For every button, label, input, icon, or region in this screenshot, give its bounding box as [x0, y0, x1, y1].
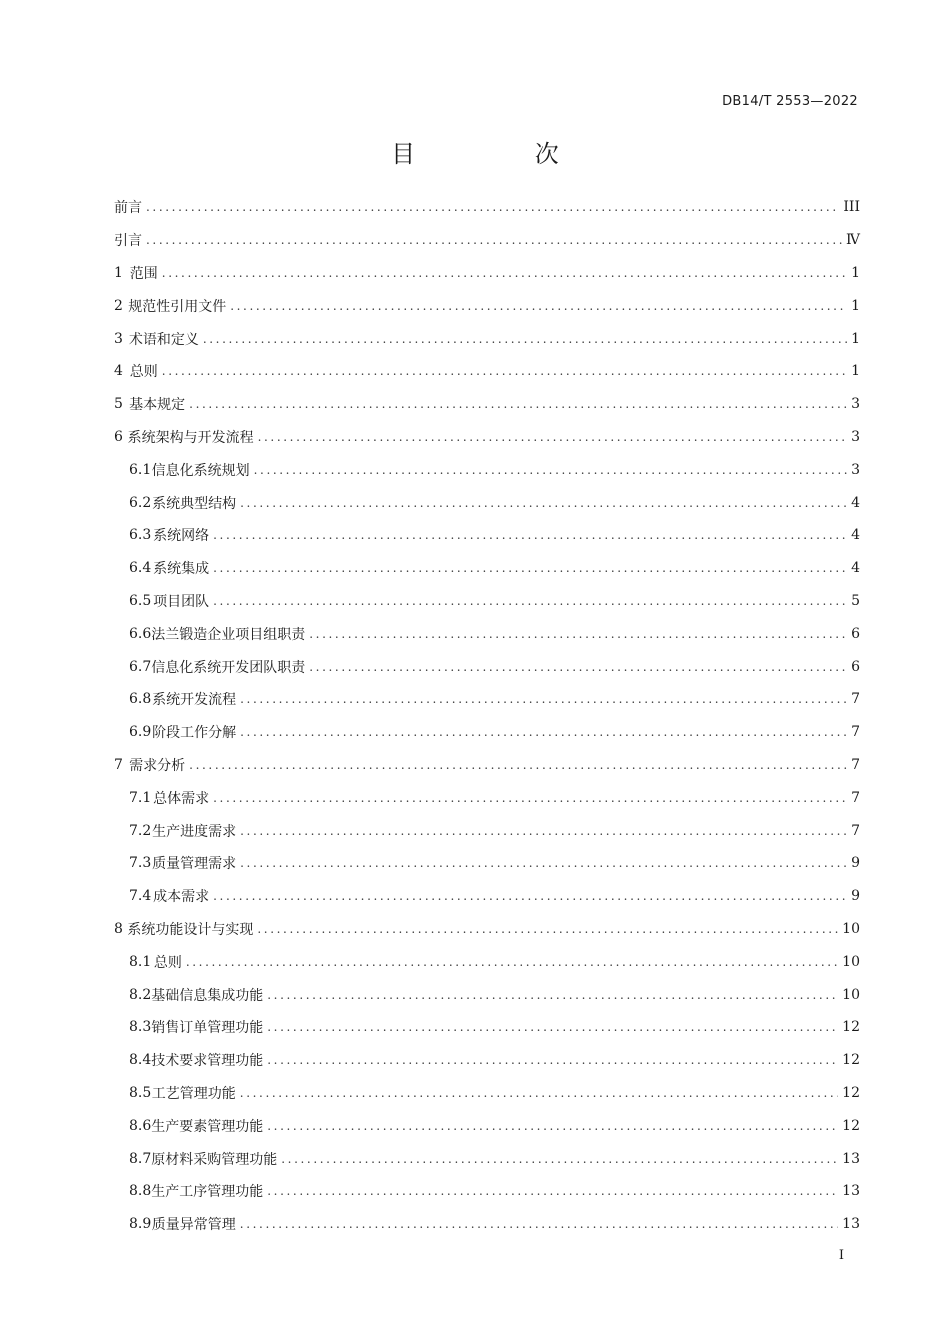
toc-entry-number: 6.9 — [129, 724, 152, 741]
toc-entry-number: 1 — [114, 264, 123, 281]
toc-entry-number: 5 — [114, 396, 123, 413]
toc-entry[interactable] — [114, 1175, 860, 1208]
toc-entry[interactable] — [114, 552, 860, 585]
toc-entry-label: 项目团队 — [153, 593, 210, 610]
toc-entry-label: 基础信息集成功能 — [151, 987, 264, 1004]
toc-entry-number: 8.6 — [129, 1117, 152, 1134]
toc-entry-page: 13 — [842, 1183, 860, 1200]
toc-entry[interactable] — [114, 486, 860, 519]
toc-leader-dots — [189, 758, 847, 772]
toc-leader-dots — [240, 1086, 838, 1100]
toc-entry-page: 12 — [842, 1084, 860, 1101]
toc-entry[interactable] — [114, 683, 860, 716]
toc-entry-number: 7.1 — [129, 789, 152, 806]
toc-entry-label: 信息化系统开发团队职责 — [151, 659, 306, 676]
toc-leader-dots — [257, 922, 838, 936]
toc-entry-number: 8.9 — [129, 1216, 152, 1233]
toc-leader-dots — [213, 561, 847, 575]
toc-entry[interactable] — [114, 650, 860, 683]
toc-entry-page: 10 — [842, 953, 860, 970]
toc-entry-label: 总则 — [129, 364, 158, 381]
toc-entry-page: 3 — [851, 461, 860, 478]
toc-entry-page: 12 — [842, 1117, 860, 1134]
toc-entry-number: 8 — [114, 920, 123, 937]
toc-entry-label: 成本需求 — [153, 889, 210, 906]
toc-entry-label: 总体需求 — [153, 790, 210, 807]
toc-entry-page: 13 — [842, 1150, 860, 1167]
toc-entry[interactable] — [114, 1011, 860, 1044]
toc-entry-label: 阶段工作分解 — [152, 725, 237, 742]
toc-entry-number: 8.1 — [129, 953, 152, 970]
toc-entry[interactable] — [114, 289, 860, 322]
toc-entry-number: 6.6 — [129, 625, 152, 642]
toc-entry-page: 6 — [851, 625, 860, 642]
toc-entry[interactable] — [114, 1077, 860, 1110]
toc-entry-label: 规范性引用文件 — [128, 298, 227, 315]
toc-entry-number: 8.2 — [129, 986, 152, 1003]
toc-entry-page: 7 — [851, 822, 860, 839]
toc-entry-number: 8.5 — [129, 1084, 152, 1101]
toc-leader-dots — [309, 660, 847, 674]
toc-entry-number: 8.4 — [129, 1052, 152, 1069]
toc-entry-number: 6.7 — [129, 658, 152, 675]
toc-entry-page: 3 — [851, 396, 860, 413]
toc-title: 目 次 — [391, 140, 615, 168]
toc-entry[interactable] — [114, 585, 860, 618]
toc-entry-number: 6.2 — [129, 494, 152, 511]
toc-entry-label: 总则 — [153, 954, 182, 971]
toc-entry[interactable] — [114, 847, 860, 880]
toc-entry-label: 术语和定义 — [128, 331, 199, 348]
toc-leader-dots — [162, 364, 847, 378]
toc-entry-page: 1 — [851, 363, 860, 380]
toc-entry-label: 质量异常管理 — [151, 1217, 236, 1234]
toc-leader-dots — [267, 1053, 838, 1067]
toc-entry-page: 10 — [842, 986, 860, 1003]
toc-entry[interactable] — [114, 913, 860, 946]
toc-entry[interactable] — [114, 1044, 860, 1077]
toc-entry-number: 7.3 — [129, 855, 152, 872]
toc-leader-dots — [240, 1217, 838, 1231]
toc-entry-page: 7 — [851, 756, 860, 773]
toc-entry[interactable] — [114, 978, 860, 1011]
toc-leader-dots — [203, 332, 847, 346]
document-code: DB14/T 2553—2022 — [722, 94, 858, 109]
toc-leader-dots — [281, 1152, 838, 1166]
toc-entry[interactable] — [114, 1208, 860, 1241]
toc-entry-page: 13 — [842, 1216, 860, 1233]
toc-entry-page: 7 — [851, 724, 860, 741]
toc-entry-page: 9 — [851, 855, 860, 872]
toc-entry[interactable] — [114, 1109, 860, 1142]
toc-entry-label: 质量管理需求 — [152, 856, 237, 873]
toc-entry-number: 8.7 — [129, 1150, 152, 1167]
toc-entry[interactable] — [114, 617, 860, 650]
toc-entry-number: 3 — [114, 330, 123, 347]
toc-entry-label: 需求分析 — [129, 757, 186, 774]
toc-entry-page: 3 — [851, 428, 860, 445]
toc-leader-dots — [240, 496, 847, 510]
toc-entry-label: 系统功能设计与实现 — [127, 921, 254, 938]
toc-leader-dots — [254, 463, 847, 477]
toc-leader-dots — [240, 692, 847, 706]
toc-entry-page: Ⅳ — [846, 232, 860, 249]
toc-entry-page: 4 — [851, 560, 860, 577]
toc-entry-label: 信息化系统规划 — [151, 462, 250, 479]
toc-leader-dots — [230, 299, 847, 313]
toc-leader-dots — [213, 889, 847, 903]
toc-entry-label: 原材料采购管理功能 — [151, 1151, 278, 1168]
toc-entry[interactable] — [114, 814, 860, 847]
toc-entry[interactable] — [114, 257, 860, 290]
toc-entry-label: 生产进度需求 — [152, 823, 237, 840]
toc-leader-dots — [213, 791, 847, 805]
toc-entry[interactable] — [114, 519, 860, 552]
toc-leader-dots — [213, 528, 847, 542]
toc-entry-label: 基本规定 — [129, 397, 186, 414]
toc-entry-page: 4 — [851, 494, 860, 511]
toc-entry[interactable] — [114, 749, 860, 782]
toc-entry-page: 4 — [851, 527, 860, 544]
toc-entry[interactable] — [114, 1142, 860, 1175]
toc-entry-label: 销售订单管理功能 — [151, 1020, 264, 1037]
toc-entry-number: 6.4 — [129, 560, 152, 577]
toc-entry[interactable] — [114, 716, 860, 749]
toc-entry-label: 系统开发流程 — [152, 692, 237, 709]
toc-entry-page: 12 — [842, 1019, 860, 1036]
toc-entry-label: 系统集成 — [153, 561, 210, 578]
toc-entry[interactable] — [114, 191, 860, 224]
toc-entry-number: 7.2 — [129, 822, 152, 839]
toc-leader-dots — [240, 856, 847, 870]
toc-entry-page: III — [843, 199, 860, 216]
toc-entry-page: 5 — [851, 592, 860, 609]
toc-leader-dots — [267, 1020, 838, 1034]
toc-entry-page: 1 — [851, 330, 860, 347]
table-of-contents — [114, 191, 860, 1241]
toc-entry[interactable] — [114, 781, 860, 814]
toc-entry-number: 8.3 — [129, 1019, 152, 1036]
toc-entry[interactable] — [114, 945, 860, 978]
toc-entry-label: 引言 — [114, 233, 142, 250]
toc-entry-label: 工艺管理功能 — [151, 1085, 236, 1102]
toc-entry-label: 系统典型结构 — [152, 495, 237, 512]
toc-leader-dots — [213, 594, 847, 608]
toc-entry-number: 2 — [114, 297, 123, 314]
toc-entry-label: 法兰锻造企业项目组职责 — [151, 626, 306, 643]
toc-leader-dots — [267, 1119, 838, 1133]
toc-entry-number: 6.5 — [129, 592, 152, 609]
toc-entry-page: 6 — [851, 658, 860, 675]
toc-entry-page: 9 — [851, 888, 860, 905]
toc-entry-number: 6.3 — [129, 527, 152, 544]
toc-entry-label: 前言 — [114, 200, 142, 217]
toc-leader-dots — [146, 233, 842, 247]
toc-entry-page: 7 — [851, 789, 860, 806]
toc-leader-dots — [240, 824, 847, 838]
toc-leader-dots — [240, 725, 847, 739]
toc-entry-label: 范围 — [129, 265, 158, 282]
toc-leader-dots — [267, 988, 838, 1002]
toc-entry[interactable] — [114, 880, 860, 913]
toc-entry-page: 10 — [842, 920, 860, 937]
toc-entry-number: 6.8 — [129, 691, 152, 708]
toc-leader-dots — [186, 955, 838, 969]
toc-entry-number: 4 — [114, 363, 123, 380]
toc-entry[interactable] — [114, 322, 860, 355]
toc-entry-label: 系统架构与开发流程 — [127, 429, 254, 446]
toc-entry-number: 6.1 — [129, 461, 152, 478]
toc-leader-dots — [309, 627, 847, 641]
toc-entry[interactable] — [114, 224, 860, 257]
toc-entry[interactable] — [114, 453, 860, 486]
toc-entry-label: 技术要求管理功能 — [151, 1053, 264, 1070]
toc-leader-dots — [146, 200, 839, 214]
toc-leader-dots — [189, 397, 847, 411]
toc-entry-number: 6 — [114, 428, 123, 445]
toc-entry-label: 生产要素管理功能 — [151, 1118, 264, 1135]
toc-entry-page: 7 — [851, 691, 860, 708]
toc-leader-dots — [162, 266, 847, 280]
toc-entry-page: 1 — [851, 264, 860, 281]
toc-entry-page: 12 — [842, 1052, 860, 1069]
toc-entry-number: 7.4 — [129, 888, 152, 905]
toc-entry[interactable] — [114, 355, 860, 388]
toc-entry-number: 7 — [114, 756, 123, 773]
toc-entry-page: 1 — [851, 297, 860, 314]
toc-entry-label: 系统网络 — [153, 528, 210, 545]
toc-entry[interactable] — [114, 388, 860, 421]
toc-entry-number: 8.8 — [129, 1183, 152, 1200]
toc-leader-dots — [267, 1184, 838, 1198]
page-number: I — [838, 1248, 844, 1263]
toc-entry-label: 生产工序管理功能 — [151, 1184, 264, 1201]
toc-entry[interactable] — [114, 421, 860, 454]
toc-leader-dots — [258, 430, 848, 444]
